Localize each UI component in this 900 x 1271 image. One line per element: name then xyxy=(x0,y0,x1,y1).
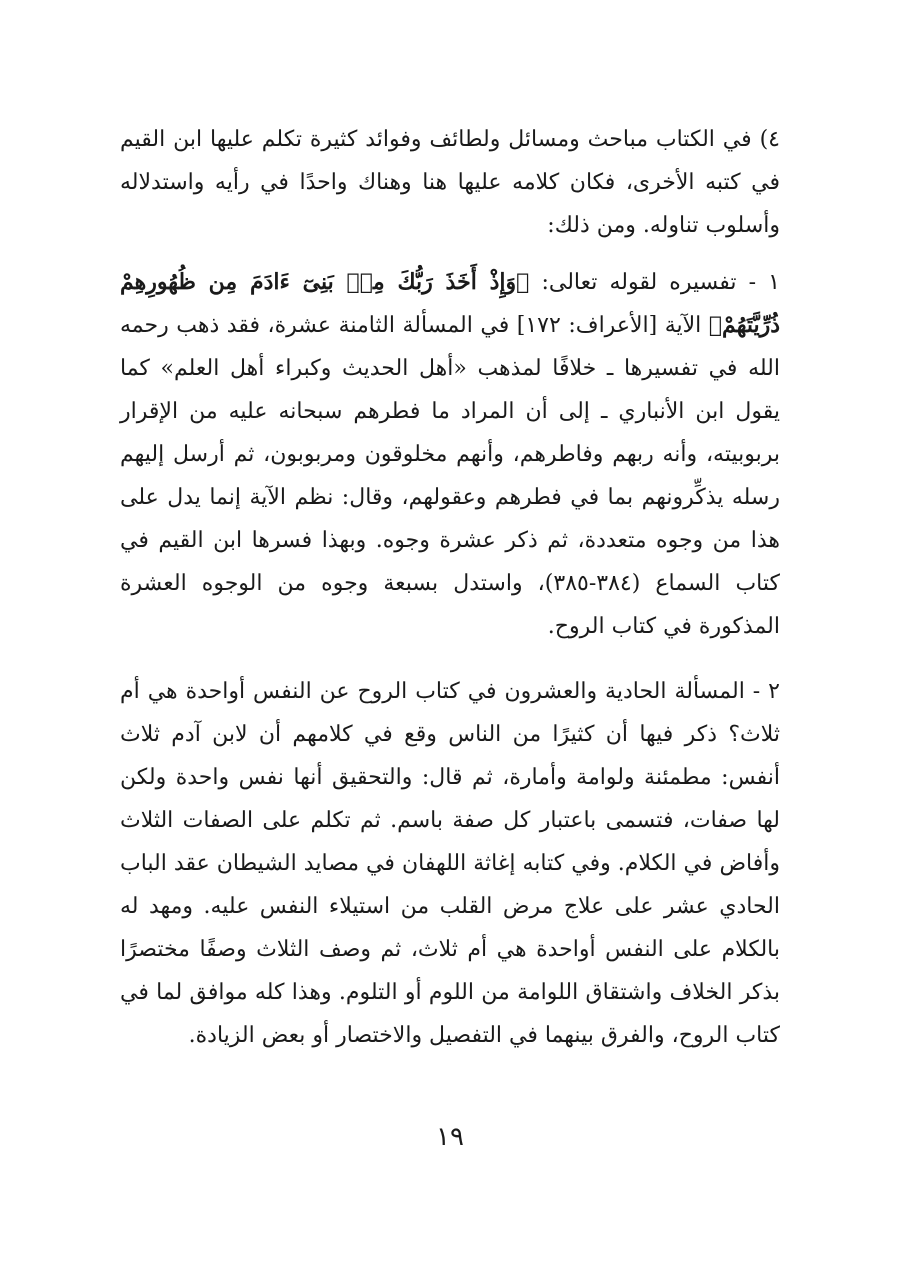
page-body xyxy=(120,118,780,1057)
item-number: ١ - xyxy=(748,270,780,295)
paragraph-text-after-verse: الآية [الأعراف: ١٧٢] في المسألة الثامنة عشرة، فقد ذهب رحمه الله في تفسيرها ـ خلافًا لمذهب «أهل الحديث وكبراء أهل العلم» كما يقول ابن الأنباري ـ إلى أن المراد ما فطرهم سبحانه عليه من الإقرار بربوبيته، وأنه ربهم وفاطرهم، وأنهم مخلوقون ومربوبون، ثم أرسل إليهم رسله يذكِّرونهم بما في فطرهم وعقولهم، وقال: نظم الآية إنما يدل على هذا من وجوه متعددة، ثم ذكر عشرة وجوه. وبهذا فسرها ابن القيم في كتاب السماع (٣٨٤-٣٨٥)، واستدل بسبعة وجوه من الوجوه العشرة المذكورة في كتاب الروح. xyxy=(120,313,780,639)
paragraph-item-2 xyxy=(120,670,780,1057)
paragraph-item-1 xyxy=(120,261,780,648)
paragraph-marker: ٤) xyxy=(759,127,780,152)
paragraph-text: في الكتاب مباحث ومسائل ولطائف وفوائد كثيرة تكلم عليها ابن القيم في كتبه الأخرى، فكان كلامه عليها هنا وهناك واحدًا في رأيه واستدلاله وأسلوب تناوله. ومن ذلك: xyxy=(120,127,780,238)
paragraph-text: المسألة الحادية والعشرون في كتاب الروح عن النفس أواحدة هي أم ثلاث؟ ذكر فيها أن كثيرًا من الناس وقع في كلامهم أن لابن آدم ثلاث أنفس: مطمئنة ولوامة وأمارة، ثم قال: والتحقيق أنها نفس واحدة ولكن لها صفات، فتسمى باعتبار كل صفة باسم. ثم تكلم على الصفات الثلاث وأفاض في الكلام. وفي كتابه إغاثة اللهفان في مصايد الشيطان عقد الباب الحادي عشر على علاج مرض القلب من استيلاء النفس عليه. ومهد له بالكلام على النفس أواحدة هي أم ثلاث، ثم وصف الثلاث وصفًا مختصرًا بذكر الخلاف واشتقاق اللوامة من اللوم أو التلوم. وهذا كله موافق لما في كتاب الروح، والفرق بينهما في التفصيل والاختصار أو بعض الزيادة. xyxy=(120,679,780,1048)
quran-verse: ﴿وَإِذْ أَخَذَ رَبُّكَ مِنۢ بَنِىٓ ءَادَمَ مِن ظُهُورِهِمْ ذُرِّيَّتَهُمْ﴾ xyxy=(120,269,781,338)
page-number: ١٩ xyxy=(436,1122,464,1152)
paragraph-intro xyxy=(120,118,780,247)
item-number: ٢ - xyxy=(752,679,780,704)
paragraph-text-before-verse: تفسيره لقوله تعالى: xyxy=(541,270,737,295)
